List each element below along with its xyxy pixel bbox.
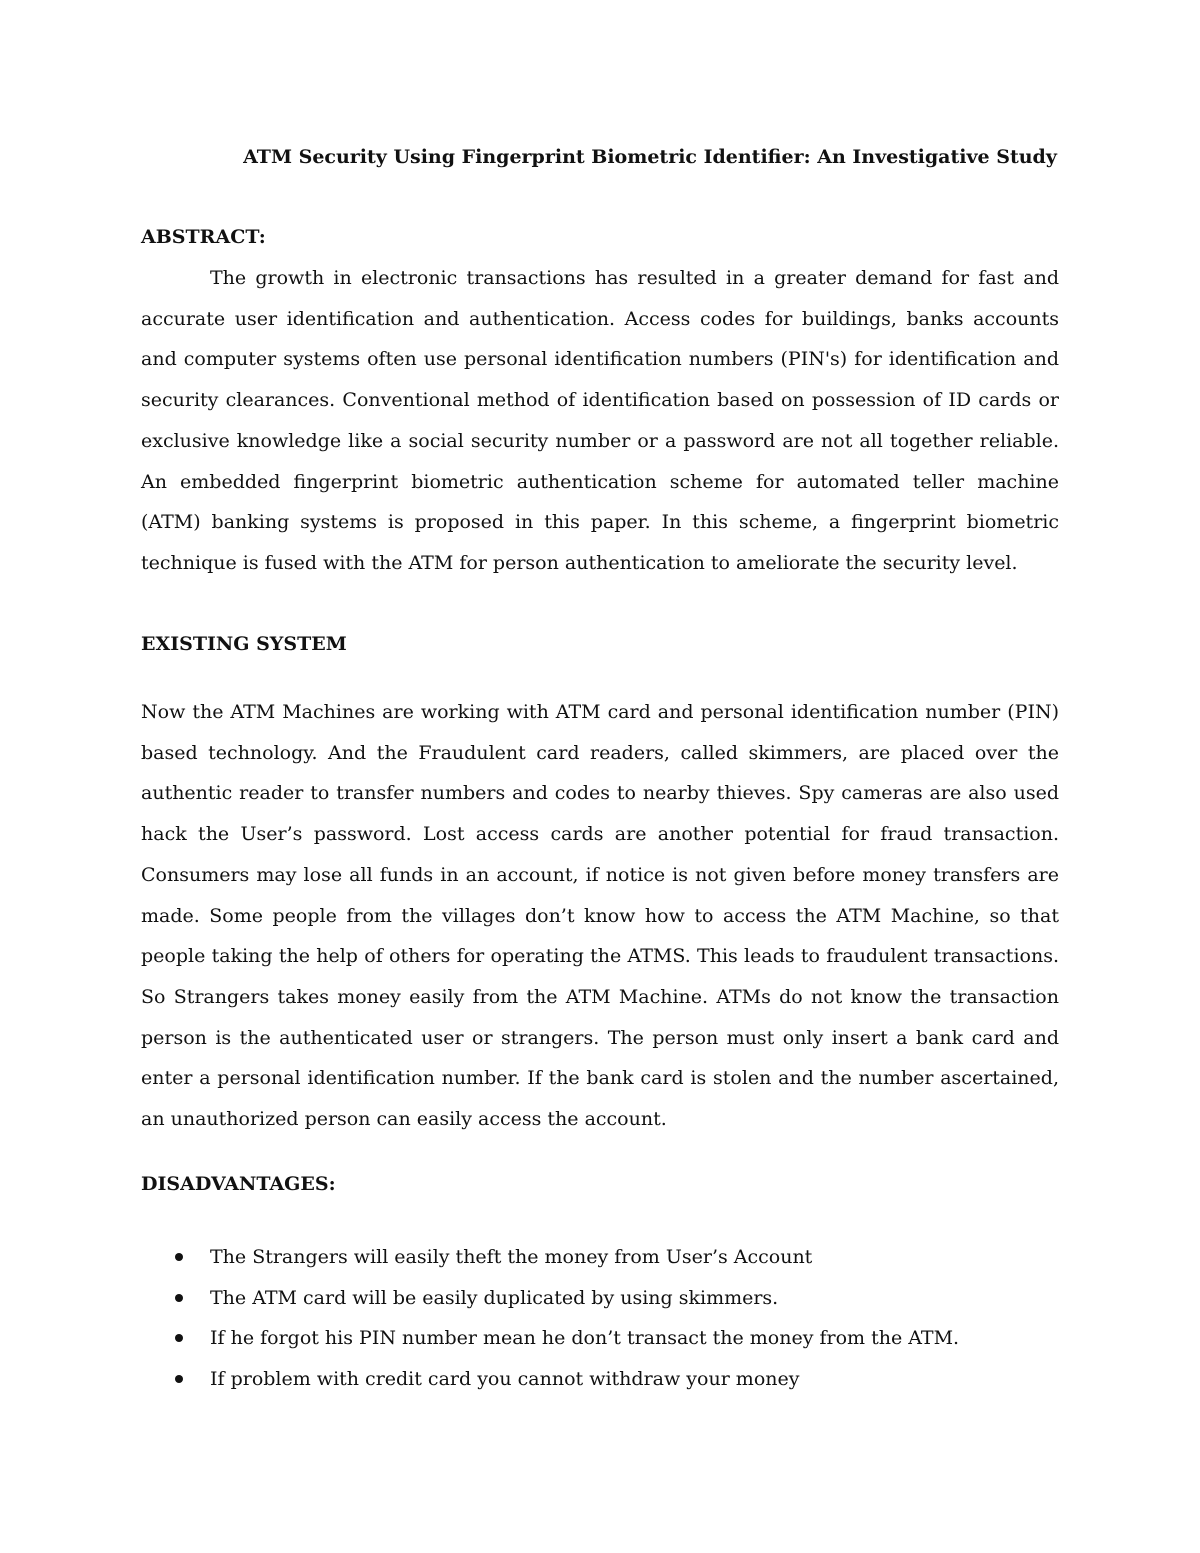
bullet-icon bbox=[175, 1294, 183, 1302]
list-item-text: The ATM card will be easily duplicated by using skimmers. bbox=[210, 1286, 779, 1309]
bullet-icon bbox=[175, 1375, 183, 1383]
document-title: ATM Security Using Fingerprint Biometric Identifier: An Investigative Study bbox=[243, 146, 1057, 168]
disadvantages-heading: DISADVANTAGES: bbox=[141, 1173, 336, 1195]
list-item bbox=[141, 1318, 1059, 1359]
list-item bbox=[141, 1237, 1059, 1278]
list-item-text: The Strangers will easily theft the money from User’s Account bbox=[210, 1246, 813, 1268]
existing-system-heading: EXISTING SYSTEM bbox=[141, 633, 347, 655]
list-item bbox=[141, 1359, 1059, 1400]
existing-system-paragraph: Now the ATM Machines are working with ATM card and personal identification number (PIN) based technology. And the Fraudulent card readers, called skimmers, are placed over the authentic reader to transfer numbers and codes to nearby thieves. Spy cameras are also used hack the User’s password. Lost access cards are another potential for fraud transaction. Consumers may lose all funds in an account, if notice is not given before money transfers are made. Some people from the villages don’t know how to access the ATM Machine, so that people taking the help of others for operating the ATMS. This leads to fraudulent transactions. So Strangers takes money easily from the ATM Machine. ATMs do not know the transaction person is the authenticated user or strangers. The person must only insert a bank card and enter a personal identification number. If the bank card is stolen and the number ascertained, an unauthorized person can easily access the account. bbox=[141, 701, 1059, 1131]
disadvantages-list bbox=[141, 1237, 1059, 1399]
list-item-text: If problem with credit card you cannot withdraw your money bbox=[210, 1367, 800, 1390]
list-item-text: If he forgot his PIN number mean he don’t transact the money from the ATM. bbox=[210, 1327, 960, 1349]
abstract-heading: ABSTRACT: bbox=[141, 226, 266, 248]
bullet-icon bbox=[175, 1253, 183, 1261]
abstract-paragraph: The growth in electronic transactions has resulted in a greater demand for fast and accurate user identification and authentication. Access codes for buildings, banks accounts and computer systems often use personal identification numbers (PIN's) for identification and security clearances. Conventional method of identification based on possession of ID cards or exclusive knowledge like a social security number or a password are not all together reliable. An embedded fingerprint biometric authentication scheme for automated teller machine (ATM) banking systems is proposed in this paper. In this scheme, a fingerprint biometric technique is fused with the ATM for person authentication to ameliorate the security level. bbox=[141, 267, 1059, 574]
bullet-icon bbox=[175, 1334, 183, 1342]
list-item bbox=[141, 1278, 1059, 1319]
